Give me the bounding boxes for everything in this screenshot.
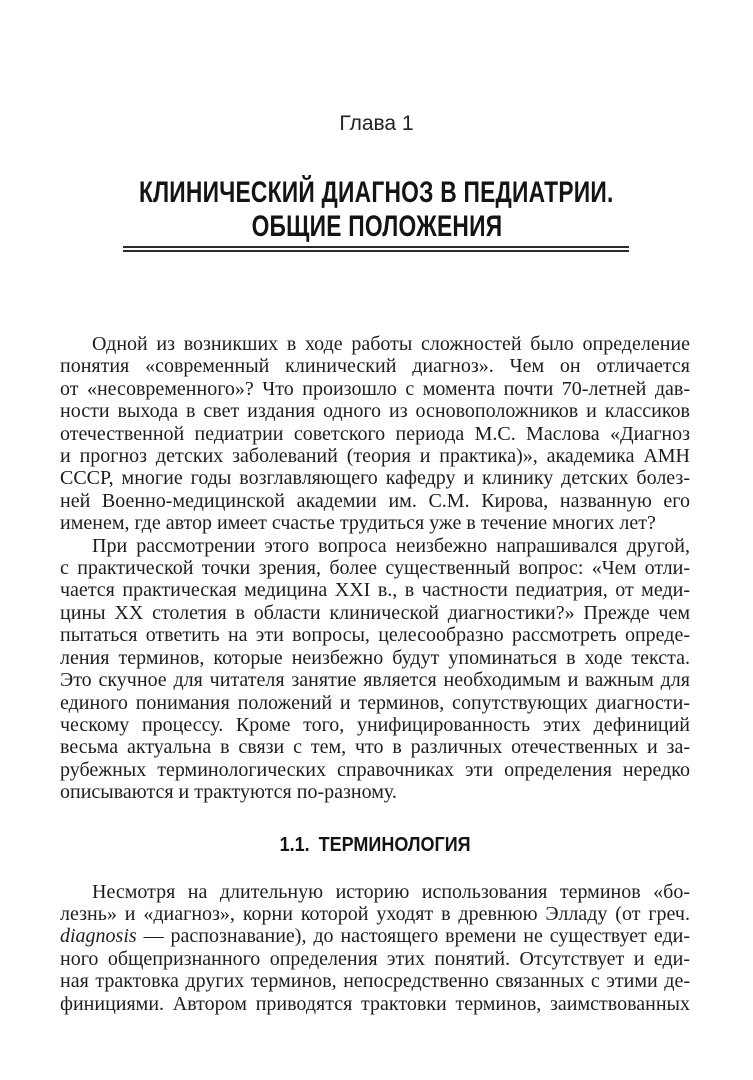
paragraph	[60, 535, 690, 804]
text-line: и прогноз детских заболеваний (теория и практика)», академика АМН	[60, 445, 690, 468]
text-line: лезнь» и «диагноз», корни которой уходят в древнюю Элладу (от греч.	[60, 902, 690, 925]
chapter-title-line-1-text: КЛИНИЧЕСКИЙ ДИАГНОЗ В ПЕДИАТРИИ.	[139, 176, 614, 209]
section-heading-text: 1.1. ТЕРМИНОЛОГИЯ	[279, 833, 471, 856]
chapter-title-line-1	[0, 176, 753, 210]
text-line: ческому процессу. Кроме того, унифицированность этих дефиниций	[60, 713, 690, 736]
text-line: ности выхода в свет издания одного из основоположников и классиков	[60, 400, 690, 423]
chapter-title	[0, 176, 753, 244]
text-line: Одной из возникших в ходе работы сложностей было определение	[92, 333, 690, 355]
text-line: весьма актуальна в связи с тем, что в различных отечественных и за-	[60, 736, 690, 759]
body-text	[60, 333, 690, 1015]
title-divider-rule	[123, 246, 629, 252]
text-line: от «несовременного»? Что произошло с момента почти 70-летней дав-	[60, 377, 690, 400]
text-line: понятия «современный клинический диагноз». Чем он отличается	[60, 355, 690, 378]
chapter-title-line-2-text: ОБЩИЕ ПОЛОЖЕНИЯ	[251, 210, 502, 243]
text-line: ного общепризнанного определения этих понятий. Отсутствует и еди-	[60, 947, 690, 970]
text-line: пытаться ответить на эти вопросы, целесообразно рассмотреть опреде-	[60, 624, 690, 647]
text-line: финициями. Автором приводятся трактовки терминов, заимствованных	[60, 992, 690, 1015]
text-line: цины XX столетия в области клинической диагностики?» Прежде чем	[60, 601, 690, 624]
text-line: описываются и трактуются по-разному.	[60, 781, 397, 804]
text-line: diagnosis — распознавание), до настоящего времени не существует еди-	[60, 925, 690, 948]
italic-term: diagnosis	[60, 925, 137, 948]
text-line: ления терминов, которые неизбежно будут упоминаться в ходе текста.	[60, 646, 690, 669]
text-line: ная трактовка других терминов, непосредственно связанных с этими де-	[60, 970, 690, 993]
text-line: единого понимания положений и терминов, сопутствующих диагности-	[60, 691, 690, 714]
text-line: СССР, многие годы возглавляющего кафедру и клинику детских болез-	[60, 467, 690, 490]
text-line: отечественной педиатрии советского периода М.С. Маслова «Диагноз	[60, 422, 690, 445]
chapter-label: Глава 1	[339, 112, 414, 135]
section-heading	[60, 834, 690, 856]
paragraph	[60, 881, 690, 1015]
chapter-title-line-2	[0, 210, 753, 244]
text-line: Несмотря на длительную историю использования терминов «бо-	[92, 880, 690, 903]
text-line: чается практическая медицина XXI в., в частности педиатрия, от меди-	[60, 579, 690, 602]
text-line: именем, где автор имеет счастье трудиться уже в течение многих лет?	[60, 512, 656, 535]
text-line: рубежных терминологических справочниках эти определения нередко	[60, 758, 690, 781]
text-line: При рассмотрении этого вопроса неизбежно напрашивался другой,	[92, 534, 690, 557]
text-line: с практической точки зрения, более существенный вопрос: «Чем отли-	[60, 557, 690, 580]
text-line: Это скучное для читателя занятие является необходимым и важным для	[60, 669, 690, 692]
paragraph	[60, 333, 690, 535]
text-line: ней Военно-медицинской академии им. С.М. Кирова, названную его	[60, 489, 690, 512]
